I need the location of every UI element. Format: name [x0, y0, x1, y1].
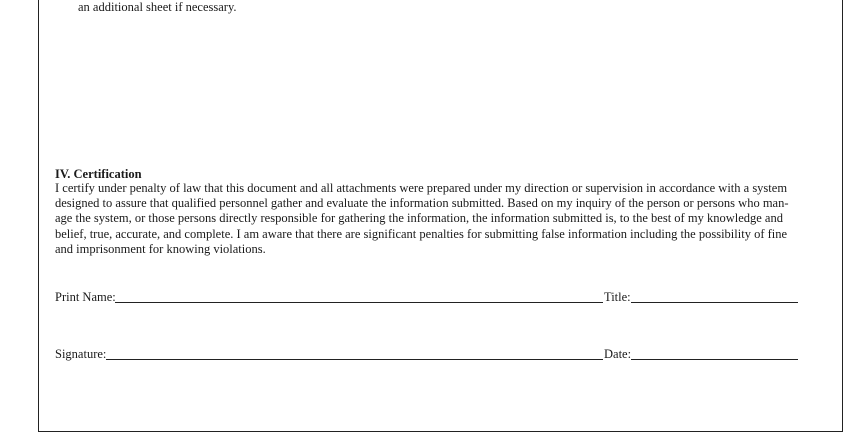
certification-line: designed to assure that qualified personnel gather and evaluate the information submitted. Based on my inquiry of the person or persons who man-	[55, 196, 789, 211]
title-label: Title:	[604, 290, 631, 304]
signature-date-row	[55, 347, 800, 363]
certification-line: age the system, or those persons directly responsible for gathering the information, the information submitted is, to the best of my knowledge and	[55, 211, 783, 226]
date-field[interactable]	[631, 359, 798, 360]
name-title-row	[55, 290, 800, 306]
certification-line: I certify under penalty of law that this document and all attachments were prepared under my direction or supervision in accordance with a system	[55, 181, 788, 195]
title-field[interactable]	[631, 302, 798, 303]
print-name-field[interactable]	[115, 302, 603, 303]
certification-line: and imprisonment for knowing violations.	[55, 241, 266, 256]
additional-sheet-note: an additional sheet if necessary.	[78, 0, 237, 14]
print-name-label: Print Name:	[55, 290, 116, 304]
signature-label: Signature:	[55, 347, 107, 361]
signature-field[interactable]	[106, 359, 603, 360]
certification-statement	[55, 181, 815, 257]
date-label: Date:	[604, 347, 632, 361]
certification-heading: IV. Certification	[55, 167, 142, 181]
certification-line: belief, true, accurate, and complete. I am aware that there are significant penalties for submitting false information including the possibility of fine	[55, 226, 788, 241]
